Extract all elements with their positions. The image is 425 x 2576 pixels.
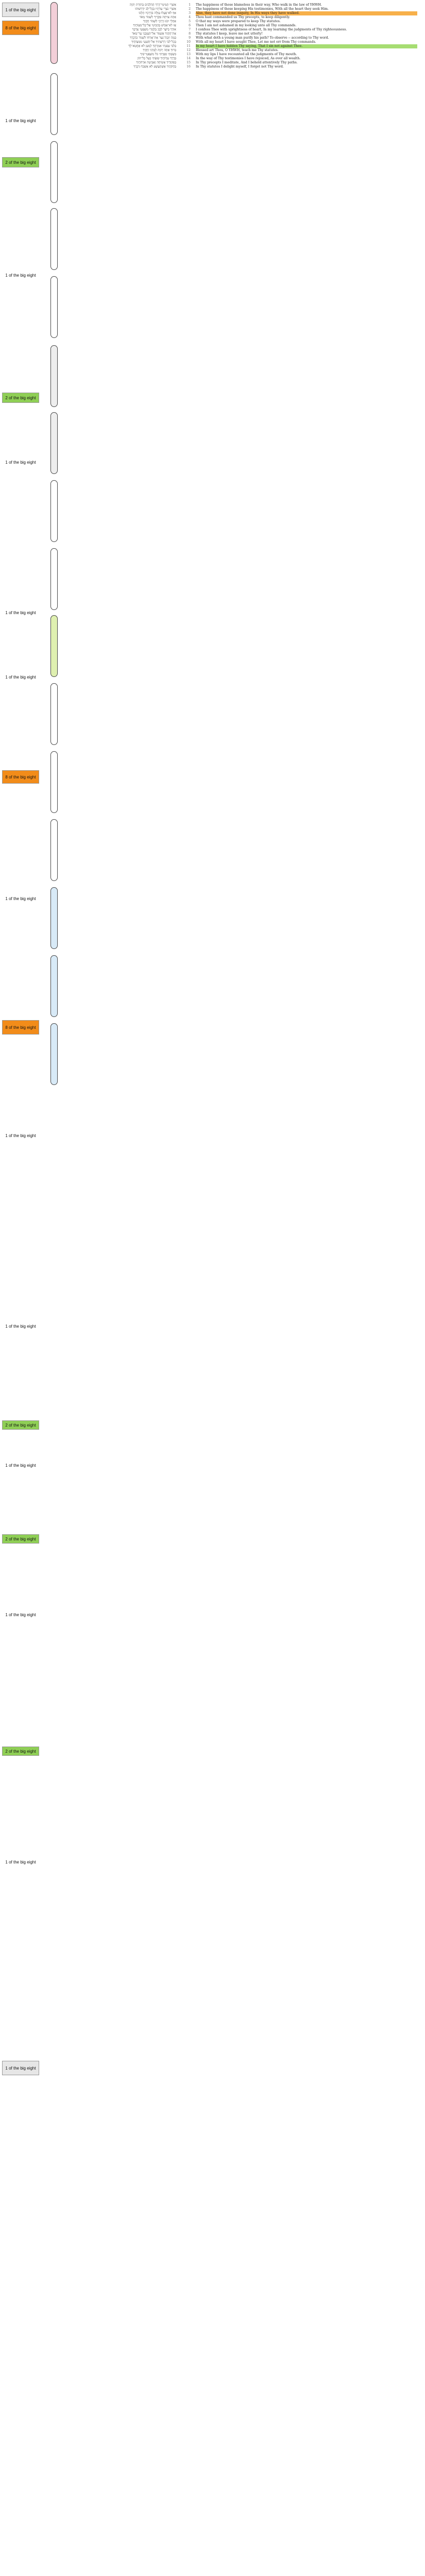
hebrew-text: בְּלִבִּי צָפַנְתִּי אִמְרָתֶךָ לְמַעַן לֹא אֶחֱטָא־לָךְ bbox=[128, 44, 176, 48]
section-label: 1 of the big eight bbox=[5, 610, 36, 615]
section-label: 2 of the big eight bbox=[2, 1747, 39, 1756]
verse-row bbox=[61, 53, 425, 57]
verse-row bbox=[61, 15, 425, 20]
section-label: 1 of the big eight bbox=[5, 1463, 36, 1468]
section-label: 1 of the big eight bbox=[5, 1859, 36, 1865]
verse-row bbox=[61, 3, 425, 7]
section-label: 1 of the big eight bbox=[5, 1133, 36, 1138]
verse-number: 3 bbox=[189, 11, 191, 15]
verse-row bbox=[61, 48, 425, 53]
section-bracket bbox=[50, 819, 58, 881]
section-label: 2 of the big eight bbox=[2, 1534, 39, 1544]
verse-row bbox=[61, 7, 425, 11]
verse-number: 4 bbox=[189, 15, 191, 19]
section-label: 1 of the big eight bbox=[2, 3, 39, 17]
section-bracket bbox=[50, 73, 58, 135]
section-label: 8 of the big eight bbox=[2, 21, 39, 35]
section-label: 1 of the big eight bbox=[5, 1324, 36, 1329]
verse-row bbox=[61, 20, 425, 24]
section-label: 1 of the big eight bbox=[5, 674, 36, 680]
verse-number: 2 bbox=[189, 7, 191, 11]
section-bracket bbox=[50, 548, 58, 610]
section-bracket bbox=[50, 615, 58, 677]
verse-row bbox=[61, 11, 425, 15]
section-bracket bbox=[50, 412, 58, 474]
verse-row bbox=[61, 44, 425, 48]
hebrew-text: אַחֲלַי יִכֹּנוּ דְרָכָי לִשְׁמֹר חֻקֶּיךָ bbox=[143, 20, 176, 23]
section-bracket bbox=[50, 887, 58, 949]
english-text: In the way of Thy testimonies I have rejoiced, As over all wealth. bbox=[196, 57, 301, 60]
english-text: In Thy precepts I meditate, And I behold attentively Thy paths. bbox=[196, 61, 298, 64]
section-bracket bbox=[50, 1023, 58, 1085]
section-label: 1 of the big eight bbox=[5, 118, 36, 123]
english-text: Then I am not ashamed in my looking unto all Thy commands. bbox=[196, 24, 297, 27]
hebrew-text: אָז לֹא־אֵבוֹשׁ בְּהַבִּיטִי אֶל־כָּל־מִצְוֹתֶיךָ bbox=[133, 24, 176, 27]
verse-number: 13 bbox=[186, 53, 191, 56]
hebrew-text: אַשְׁרֵי תְמִימֵי־דָרֶךְ הַהֹלְכִים בְּתוֹרַת יְהוָה bbox=[129, 3, 176, 7]
hebrew-text: בָּרוּךְ אַתָּה יְהוָה לַמְּדֵנִי חֻקֶּיךָ bbox=[143, 48, 176, 52]
hebrew-text: אַתָּה צִוִּיתָה פִקֻּדֶיךָ לִשְׁמֹר מְאֹד bbox=[139, 15, 176, 19]
section-label: 1 of the big eight bbox=[5, 1612, 36, 1617]
section-label: 1 of the big eight bbox=[5, 896, 36, 901]
english-text: Thy statutes I keep, leave me not utterly! bbox=[196, 32, 263, 36]
english-text: With what doth a young man purify his path? To observe -- according to Thy word. bbox=[196, 36, 329, 40]
hebrew-text: בְּכָל־לִבִּי דְרַשְׁתִּיךָ אַל־תַּשְׁגֵּנִי מִמִּצְוֹתֶיךָ bbox=[131, 40, 176, 44]
english-text: With all my heart I have sought Thee, Let me not err from Thy commands. bbox=[196, 40, 316, 44]
hebrew-text: אֶת־חֻקֶּיךָ אֶשְׁמֹר אַל־תַּעַזְבֵנִי עַד־מְאֹד bbox=[132, 32, 176, 36]
hebrew-text: אוֹדְךָ בְּיֹשֶׁר לֵבָב בְּלָמְדִי מִשְׁפְּטֵי צִדְקֶךָ bbox=[132, 28, 176, 31]
section-bracket bbox=[50, 683, 58, 745]
english-text: Thou hast commanded us Thy precepts, to keep diligently. bbox=[196, 15, 290, 19]
section-bracket bbox=[50, 955, 58, 1017]
hebrew-text: בְּדֶרֶךְ עֵדְוֹתֶיךָ שַׂשְׂתִּי כְּעַל כָּל־הוֹן bbox=[138, 57, 176, 60]
english-text: The happiness of those blameless in their way, Who walk in the law of YHWH. bbox=[196, 3, 322, 7]
verse-number: 5 bbox=[189, 20, 191, 23]
verse-number: 15 bbox=[186, 61, 191, 64]
verse-number: 8 bbox=[189, 32, 191, 36]
hebrew-text: אַף לֹא־פָעֲלוּ עַוְלָה בִּדְרָכָיו הָלָכוּ bbox=[139, 11, 176, 15]
verse-number: 6 bbox=[189, 24, 191, 27]
section-label: 8 of the big eight bbox=[2, 1020, 39, 1035]
english-text: O that my ways were prepared to keep Thy statutes. bbox=[196, 20, 281, 23]
english-text: Also, they have not done iniquity, In His ways they have walked. bbox=[196, 11, 417, 15]
section-label: 1 of the big eight bbox=[5, 460, 36, 465]
section-label: 2 of the big eight bbox=[2, 157, 39, 167]
english-text: The happiness of those keeping His testimonies, With all the heart they seek Him. bbox=[196, 7, 329, 11]
hebrew-text: אַשְׁרֵי נֹצְרֵי עֵדֹתָיו בְּכָל־לֵב יִדְרְשׁוּהוּ bbox=[135, 7, 176, 11]
section-label: 2 of the big eight bbox=[2, 1420, 39, 1430]
hebrew-text: בְּחֻקֹּתֶיךָ אֶשְׁתַּעֲשָׁע לֹא אֶשְׁכַּח דְּבָרֶךָ bbox=[133, 65, 176, 69]
english-text: With my lips I have recounted all the judgments of Thy mouth. bbox=[196, 53, 297, 56]
verse-number: 11 bbox=[186, 44, 191, 48]
section-bracket bbox=[50, 208, 58, 270]
english-text: I confess Thee with uprightness of heart, In my learning the judgments of Thy righteousness. bbox=[196, 28, 347, 31]
section-label: 1 of the big eight bbox=[5, 273, 36, 278]
section-bracket bbox=[50, 141, 58, 203]
verse-row bbox=[61, 61, 425, 65]
verse-row bbox=[61, 57, 425, 61]
section-label: 8 of the big eight bbox=[2, 770, 39, 784]
verse-number: 7 bbox=[189, 28, 191, 31]
section-bracket bbox=[50, 276, 58, 338]
section-bracket bbox=[50, 2, 58, 64]
verse-list bbox=[61, 0, 425, 2576]
verse-number: 14 bbox=[186, 57, 191, 60]
section-bracket bbox=[50, 751, 58, 813]
verse-number: 1 bbox=[189, 3, 191, 7]
hebrew-text: בַּמֶּה יְזַכֶּה־נַּעַר אֶת־אָרְחוֹ לִשְׁמֹר כִּדְבָרֶךָ bbox=[130, 36, 176, 40]
verse-number: 16 bbox=[186, 65, 191, 69]
verse-number: 12 bbox=[186, 48, 191, 52]
section-bracket bbox=[50, 480, 58, 542]
english-text: In Thy statutes I delight myself, I forget not Thy word. bbox=[196, 65, 284, 69]
sidebar-labels bbox=[0, 0, 41, 2576]
verse-number: 10 bbox=[186, 40, 191, 44]
section-label: 2 of the big eight bbox=[2, 393, 39, 403]
english-text: Blessed art Thou, O YHWH, teach me Thy statutes. bbox=[196, 48, 279, 52]
hebrew-text: בְּפִקּוּדֶיךָ אָשִׂיחָה וְאַבִּיטָה אֹרְחֹתֶיךָ bbox=[136, 61, 176, 64]
verse-number: 9 bbox=[189, 36, 191, 40]
verse-row bbox=[61, 28, 425, 32]
english-text: In my heart I have hidden Thy saying, That I sin not against Thee. bbox=[196, 44, 417, 48]
verse-row bbox=[61, 65, 425, 69]
verse-row bbox=[61, 40, 425, 44]
verse-row bbox=[61, 36, 425, 40]
hebrew-text: בִּשְׂפָתַי סִפַּרְתִּי כֹּל מִשְׁפְּטֵי־פִיךָ bbox=[140, 53, 176, 56]
verse-row bbox=[61, 32, 425, 36]
section-bracket bbox=[50, 345, 58, 407]
verse-row bbox=[61, 24, 425, 28]
section-label: 1 of the big eight bbox=[2, 2061, 39, 2075]
